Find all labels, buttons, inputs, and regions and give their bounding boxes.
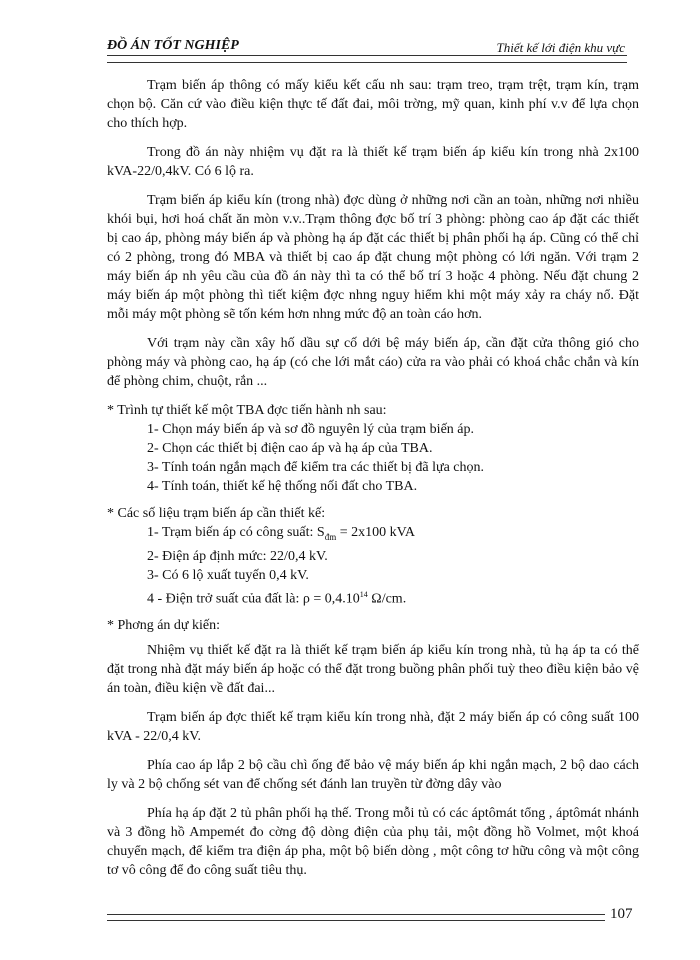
design-steps [107,401,639,496]
section-heading: * Phơng án dự kiến: [107,618,220,634]
document-body [107,76,639,890]
paragraph: Trạm biến áp kiểu kín (trong nhà) đợc dùng ở những nơi cần an toàn, những nơi nhiều khói bụi, hơi hoá chất ăn mòn v.v..Trạm thông đợc bố trí 3 phòng: phòng cao áp đặt các thiết bị cao áp, phòng máy biến áp và phòng hạ áp đặt các thiết bị phân phối hạ áp. Cũng có thể chỉ có 2 phòng, trong đó MBA và thiết bị cao áp đặt chung một phòng có lới ngăn. Với trạm 2 máy biến áp nh yêu cầu của đồ án này thì ta có thể bố trí 3 hoặc 4 phòng. Nếu đặt chung 2 máy biến áp một phòng thì tiết kiệm đợc nhng nguy hiểm khi một máy xảy ra cháy nổ. Đặt mỗi máy một phòng sẽ tốn kém hơn nhng mức độ an toàn cáo hơn. [107,193,639,322]
page-number: 107 [610,906,633,922]
list-item: 4- Tính toán, thiết kế hệ thống nối đất cho TBA. [147,479,418,494]
specs [107,504,639,608]
paragraph: Phía hạ áp đặt 2 tủ phân phối hạ thế. Trong mỗi tủ có các áptômát tổng , áptômát nhánh và 3 đồng hồ Ampemét đo cờng độ dòng điện của phụ tải, một đồng hồ Volmet, một khoá chuyển mạch, để kiểm tra điện áp pha, một bộ biến dòng , một công tơ hữu công và một công tơ vô công để đo công suất tiêu thụ. [107,806,639,879]
header-rule [107,62,627,63]
footer-rule [107,914,605,915]
paragraph: Phía cao áp lắp 2 bộ cầu chì ống để bảo vệ máy biến áp khi ngắn mạch, 2 bộ dao cách ly và 2 bộ chống sét van để chống sét đánh lan truyền từ đờng dây vào [107,758,639,793]
list-item: 1- Trạm biến áp có công suất: $S_{đm} = 2x100$ kVA [147,525,416,542]
paragraph: Với trạm này cần xây hố dầu sự cố dới bệ máy biến áp, cần đặt cửa thông gió cho phòng máy và phòng cao, hạ áp (có che lới mắt cáo) cửa ra vào phải có khoá chắc chắn và kín để phòng chim, chuột, rắn ... [107,336,639,389]
header-subtitle: Thiết kế lới điện khu vực [496,40,625,55]
paragraph: Trạm biến áp đợc thiết kế trạm kiểu kín trong nhà, đặt 2 máy biến áp có công suất 100 kVA - 22/0,4 kV. [107,710,639,745]
list-item: 4 - Điện trở suất của đất là: $\rho = 0,4.10^{14}$ Ω/cm. [147,589,407,607]
header-rule [107,55,627,56]
paragraph: Trong đồ án này nhiệm vụ đặt ra là thiết kế trạm biến áp kiểu kín trong nhà 2x100 kVA-22/0,4kV. Có 6 lộ ra. [107,145,639,179]
paragraph: Nhiệm vụ thiết kế đặt ra là thiết kế trạm biến áp kiểu kín trong nhà, tủ hạ áp ta có thể đặt trong nhà đặt máy biến áp hoặc có thể đặt trong buồng phân phối tuỳ theo điều kiện bảo vệ án toàn, điều kiện về đất đai... [107,643,639,697]
footer-rule [107,920,605,921]
list-item: 2- Chọn các thiết bị điện cao áp và hạ áp của TBA. [147,441,433,456]
list-item: 3- Có 6 lộ xuất tuyến 0,4 kV. [147,567,309,583]
list-item: 1- Chọn máy biến áp và sơ đồ nguyên lý của trạm biến áp. [147,422,474,437]
paragraph: Trạm biến áp thông có mấy kiểu kết cấu nh sau: trạm treo, trạm trệt, trạm kín, trạm chọn bộ. Căn cứ vào điều kiện thực tế đất đai, môi trờng, mỹ quan, kinh phí v.v để lựa chọn cho thích hợp. [107,78,639,131]
section-heading: * Các số liệu trạm biến áp cần thiết kế: [107,506,326,521]
header-title: ĐỒ ÁN TỐT NGHIỆP [107,38,239,53]
section-heading: * Trình tự thiết kế một TBA đợc tiến hành nh sau: [107,403,387,418]
list-item: 2- Điện áp định mức: 22/0,4 kV. [147,548,328,564]
list-item: 3- Tính toán ngắn mạch để kiểm tra các thiết bị đã lựa chọn. [147,460,484,475]
